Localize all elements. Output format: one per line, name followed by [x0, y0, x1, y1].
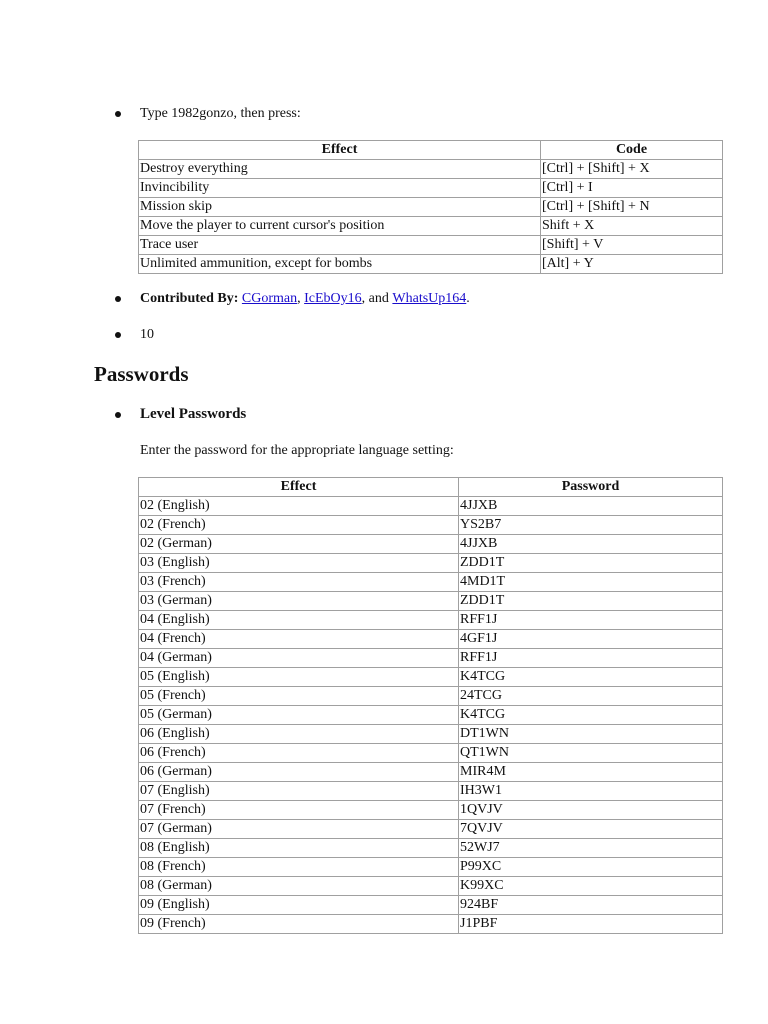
table-row: [139, 915, 723, 934]
table-cell: P99XC: [459, 858, 723, 877]
table-row: [139, 801, 723, 820]
table-cell: Mission skip: [139, 198, 541, 217]
table-cell: 02 (German): [139, 535, 459, 554]
table-cell: 04 (German): [139, 649, 459, 668]
separator: ,: [297, 291, 305, 306]
column-header: Password: [459, 478, 723, 497]
table-row: [139, 877, 723, 896]
level-passwords-item: [115, 406, 246, 423]
table-cell: J1PBF: [459, 915, 723, 934]
table-row: [139, 573, 723, 592]
table-cell: 03 (German): [139, 592, 459, 611]
table-cell: 05 (French): [139, 687, 459, 706]
table-cell: 04 (French): [139, 630, 459, 649]
table-cell: [Ctrl] + [Shift] + N: [541, 198, 723, 217]
table-cell: 02 (French): [139, 516, 459, 535]
table-row: [139, 179, 723, 198]
table-cell: 05 (English): [139, 668, 459, 687]
bullet-icon: [115, 296, 121, 302]
table-cell: 07 (French): [139, 801, 459, 820]
table-row: [139, 668, 723, 687]
table-row: [139, 535, 723, 554]
table-cell: 02 (English): [139, 497, 459, 516]
table-cell: 4JJXB: [459, 535, 723, 554]
table-header-row: [139, 141, 723, 160]
table-cell: 1QVJV: [459, 801, 723, 820]
table-row: [139, 706, 723, 725]
table-row: [139, 497, 723, 516]
contributor-link-iceboy16[interactable]: IcEbOy16: [304, 291, 362, 306]
column-header: Code: [541, 141, 723, 160]
table-cell: DT1WN: [459, 725, 723, 744]
table-row: [139, 592, 723, 611]
table-cell: ZDD1T: [459, 592, 723, 611]
table-header-row: [139, 478, 723, 497]
table-cell: YS2B7: [459, 516, 723, 535]
table-cell: Unlimited ammunition, except for bombs: [139, 255, 541, 274]
number-text: 10: [140, 327, 154, 342]
table-cell: [Shift] + V: [541, 236, 723, 255]
table-cell: 04 (English): [139, 611, 459, 630]
separator: , and: [361, 291, 393, 306]
contributors-item: [115, 291, 470, 307]
column-header: Effect: [139, 478, 459, 497]
table-cell: Destroy everything: [139, 160, 541, 179]
table-cell: ZDD1T: [459, 554, 723, 573]
table-row: [139, 649, 723, 668]
table-cell: Shift + X: [541, 217, 723, 236]
table-cell: K99XC: [459, 877, 723, 896]
contributed-label: Contributed By:: [140, 291, 239, 306]
table-cell: [Ctrl] + [Shift] + X: [541, 160, 723, 179]
table-row: [139, 160, 723, 179]
table-cell: 08 (French): [139, 858, 459, 877]
bullet-icon: [115, 332, 121, 338]
table-row: [139, 820, 723, 839]
table-row: [139, 687, 723, 706]
table-cell: RFF1J: [459, 649, 723, 668]
table-cell: 06 (German): [139, 763, 459, 782]
period: .: [466, 291, 470, 306]
column-header: Effect: [139, 141, 541, 160]
table-row: [139, 236, 723, 255]
table-cell: K4TCG: [459, 668, 723, 687]
table-cell: [Alt] + Y: [541, 255, 723, 274]
table-cell: 7QVJV: [459, 820, 723, 839]
level-passwords-subheading: Level Passwords: [140, 406, 247, 422]
contributor-link-cgorman[interactable]: CGorman: [241, 291, 298, 306]
table-cell: 4JJXB: [459, 497, 723, 516]
table-row: [139, 896, 723, 915]
table-cell: 07 (English): [139, 782, 459, 801]
table-cell: 03 (French): [139, 573, 459, 592]
password-intro-text: Enter the password for the appropriate language setting:: [140, 443, 454, 458]
table-cell: 03 (English): [139, 554, 459, 573]
table-cell: RFF1J: [459, 611, 723, 630]
passwords-heading: Passwords: [94, 362, 189, 386]
table-row: [139, 516, 723, 535]
table-cell: Invincibility: [139, 179, 541, 198]
table-row: [139, 554, 723, 573]
table-cell: QT1WN: [459, 744, 723, 763]
table-cell: K4TCG: [459, 706, 723, 725]
table-cell: 4GF1J: [459, 630, 723, 649]
cheat-intro-item: [115, 106, 301, 122]
table-row: [139, 725, 723, 744]
bullet-icon: [115, 111, 121, 117]
table-row: [139, 839, 723, 858]
bullet-icon: [115, 412, 121, 418]
password-table: [138, 477, 723, 934]
table-cell: 08 (English): [139, 839, 459, 858]
table-cell: Trace user: [139, 236, 541, 255]
table-cell: [Ctrl] + I: [541, 179, 723, 198]
table-cell: 07 (German): [139, 820, 459, 839]
table-row: [139, 744, 723, 763]
table-cell: 09 (English): [139, 896, 459, 915]
table-row: [139, 198, 723, 217]
table-row: [139, 763, 723, 782]
table-cell: 05 (German): [139, 706, 459, 725]
table-row: [139, 630, 723, 649]
table-cell: 08 (German): [139, 877, 459, 896]
table-cell: 09 (French): [139, 915, 459, 934]
table-cell: 924BF: [459, 896, 723, 915]
table-cell: Move the player to current cursor's position: [139, 217, 541, 236]
table-row: [139, 782, 723, 801]
table-cell: 4MD1T: [459, 573, 723, 592]
cheat-intro-text: Type 1982gonzo, then press:: [140, 106, 301, 121]
contributor-link-whatsup164[interactable]: WhatsUp164: [392, 291, 467, 306]
table-cell: 52WJ7: [459, 839, 723, 858]
table-cell: IH3W1: [459, 782, 723, 801]
table-cell: 06 (French): [139, 744, 459, 763]
table-cell: 06 (English): [139, 725, 459, 744]
table-cell: MIR4M: [459, 763, 723, 782]
table-row: [139, 255, 723, 274]
table-row: [139, 858, 723, 877]
cheat-table: [138, 140, 723, 274]
table-row: [139, 611, 723, 630]
number-item: [115, 327, 154, 343]
table-cell: 24TCG: [459, 687, 723, 706]
table-row: [139, 217, 723, 236]
